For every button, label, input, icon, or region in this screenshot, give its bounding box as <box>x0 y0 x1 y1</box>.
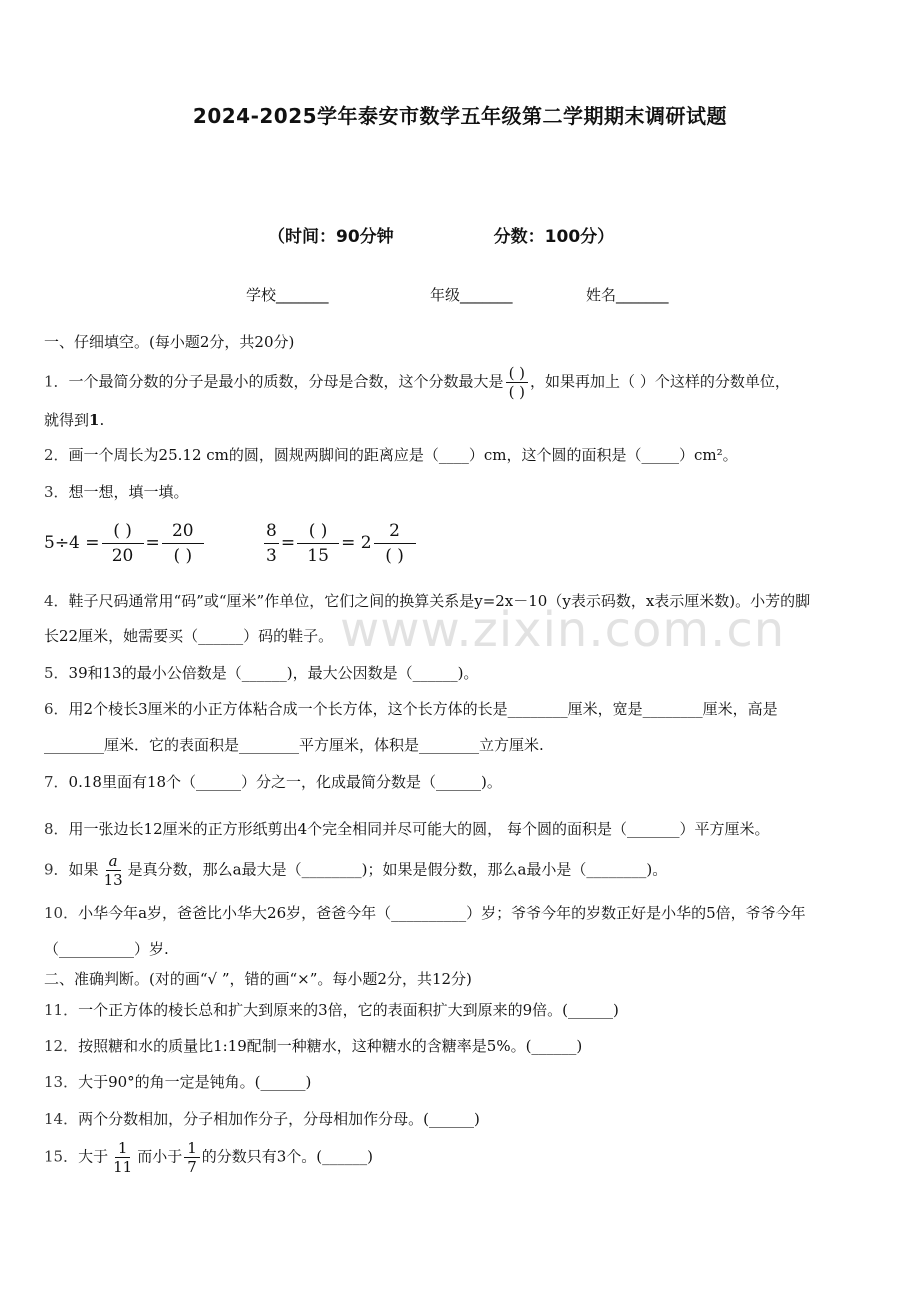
question-13: 13．大于90°的角一定是钝角。(______) <box>44 1073 312 1091</box>
question-1: 1．一个最简分数的分子是最小的质数，分母是合数，这个分数最大是 $\frac{( )}{( )}$ ，如果再加上（ ）个这样的分数单位， <box>44 364 790 401</box>
fraction: $\frac{1}{7}$ <box>184 1139 200 1176</box>
question-6-cont: ________厘米．它的表面积是________平方厘米，体积是________立方厘米. <box>44 736 544 754</box>
exam-meta <box>268 222 614 247</box>
school-field: 学校_______ <box>246 286 329 304</box>
watermark: www.zixin.com.cn <box>340 602 786 658</box>
fraction: $\frac{( )}{15}$ <box>297 519 339 568</box>
fraction-blank: $\frac{( )}{( )}$ <box>506 364 528 401</box>
question-15: 15．大于 $\frac{1}{11}$ 而小于 $\frac{1}{7}$ 的分数只有3个。(______) <box>44 1139 374 1176</box>
fraction: $\frac{20}{( )}$ <box>162 519 204 568</box>
section-2-heading: 二、准确判断。(对的画“√ ”，错的画“×”。每小题2分，共12分) <box>44 970 472 988</box>
question-14: 14．两个分数相加，分子相加作分子，分母相加作分母。(______) <box>44 1110 480 1128</box>
page-title: 2024-2025学年泰安市数学五年级第二学期期末调研试题 <box>192 104 728 128</box>
question-12: 12．按照糖和水的质量比1:19配制一种糖水，这种糖水的含糖率是5%。(______) <box>44 1037 583 1055</box>
question-6: 6．用2个棱长3厘米的小正方体粘合成一个长方体，这个长方体的长是________厘米，宽是________厘米，高是 <box>44 700 778 718</box>
question-4-cont: 长22厘米，她需要买（______）码的鞋子。 <box>44 627 334 645</box>
question-9: 9．如果 $\frac{a}{13}$ 是真分数，那么a最大是（________)；如果是假分数，那么a最小是（________)。 <box>44 852 668 889</box>
section-1-heading: 一、仔细填空。(每小题2分，共20分) <box>44 333 295 351</box>
question-2: 2．画一个周长为25.12 cm的圆，圆规两脚间的距离应是（____）cm，这个圆的面积是（_____）cm²。 <box>44 446 738 464</box>
name-field: 姓名_______ <box>586 286 669 304</box>
equation-1: 5÷4 = $\frac{( )}{20}$ = $\frac{20}{( )}$ <box>44 519 206 568</box>
time-label: （时间：90分钟 <box>268 227 394 247</box>
equation-2: $\frac{8}{3}$ = $\frac{( )}{15}$ = 2 $\frac{2}{( )}$ <box>262 519 418 568</box>
question-8: 8．用一张边长12厘米的正方形纸剪出4个完全相同并尽可能大的圆， 每个圆的面积是（_______）平方厘米。 <box>44 820 770 838</box>
score-label: 分数：100分） <box>493 227 615 247</box>
question-7: 7．0.18里面有18个（______）分之一，化成最简分数是（______)。 <box>44 773 502 791</box>
grade-field: 年级_______ <box>430 286 513 304</box>
fraction: $\frac{1}{11}$ <box>113 1139 133 1176</box>
fraction: $\frac{a}{13}$ <box>103 852 123 889</box>
question-10-cont: （__________）岁. <box>44 940 169 958</box>
fraction: $\frac{2}{( )}$ <box>374 519 416 568</box>
question-10: 10．小华今年a岁，爸爸比小华大26岁，爸爸今年（__________）岁；爷爷今年的岁数正好是小华的5倍，爷爷今年 <box>44 904 806 922</box>
fraction: $\frac{8}{3}$ <box>266 521 277 566</box>
question-11: 11．一个正方体的棱长总和扩大到原来的3倍，它的表面积扩大到原来的9倍。(______) <box>44 1001 619 1019</box>
question-1-cont: 就得到1. <box>44 411 105 429</box>
question-5: 5．39和13的最小公倍数是（______)，最大公因数是（______)。 <box>44 664 479 682</box>
question-3: 3．想一想，填一填。 <box>44 483 189 501</box>
fraction: $\frac{( )}{20}$ <box>102 519 144 568</box>
question-4: 4．鞋子尺码通常用“码”或“厘米”作单位，它们之间的换算关系是y=2x－10（y表示码数，x表示厘米数)。小芳的脚 <box>44 592 811 610</box>
